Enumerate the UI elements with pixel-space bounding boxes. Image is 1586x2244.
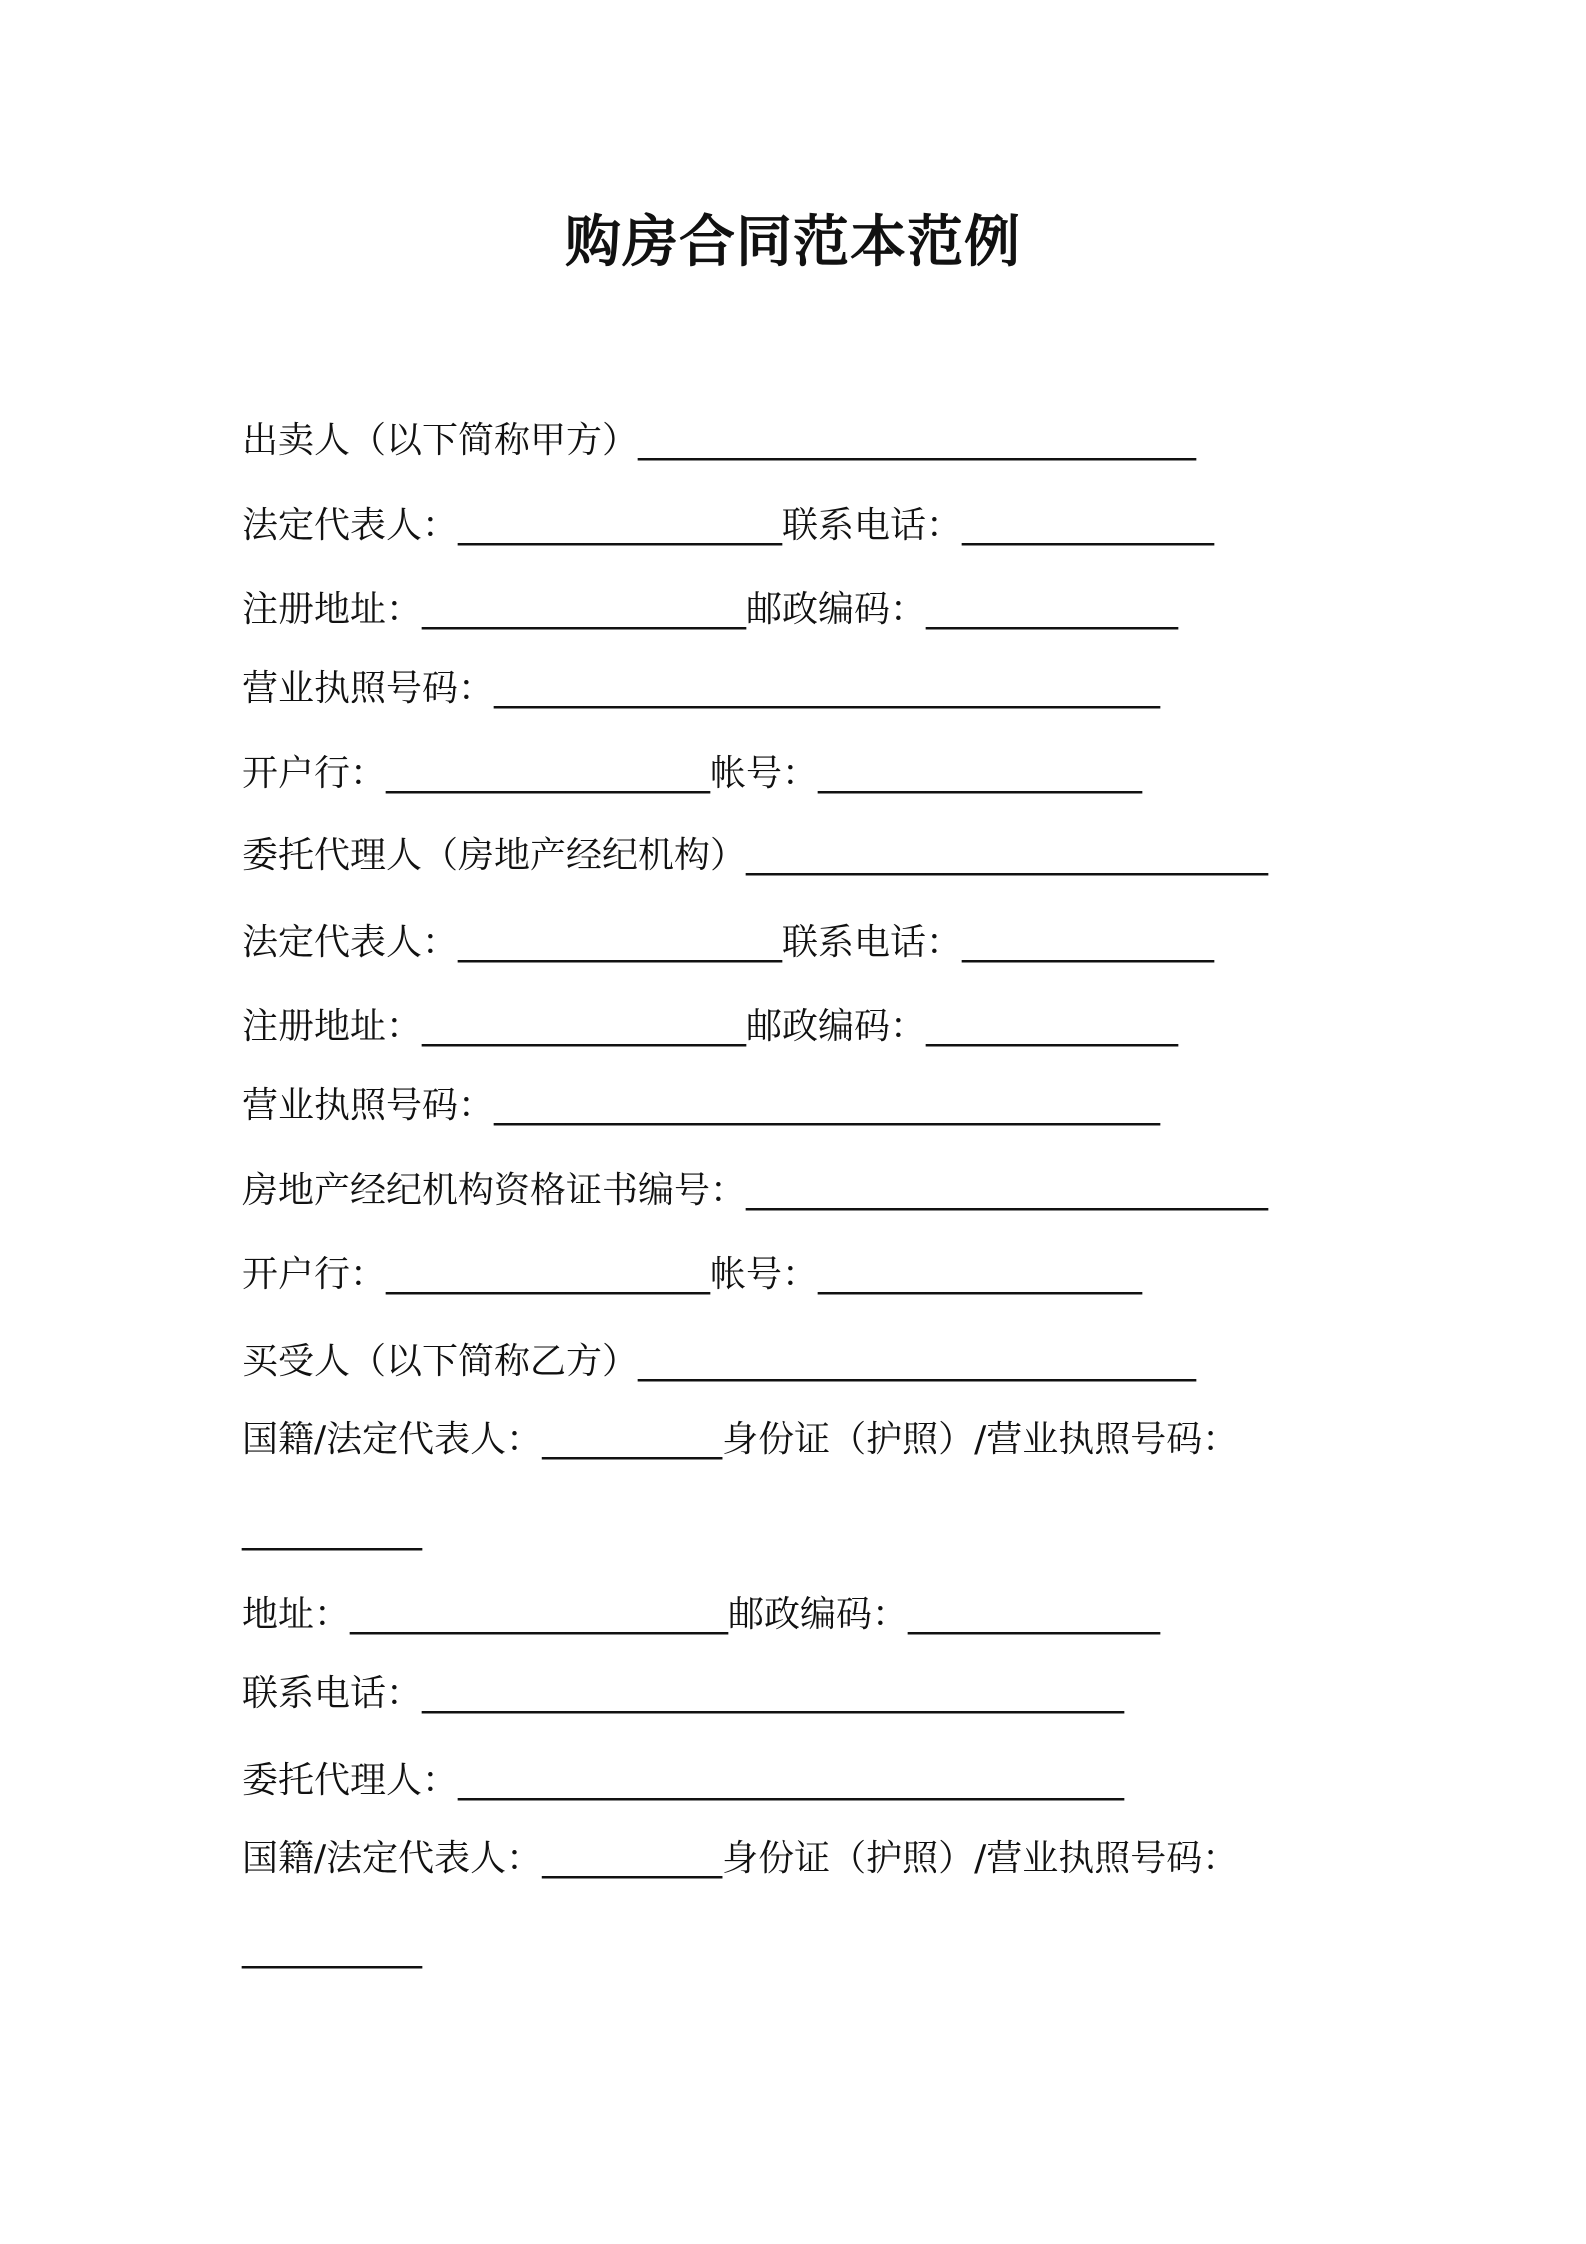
seller-bank-account-line: 开户行：__________________帐号：__________________: [242, 753, 1143, 794]
buyer-agent-id-blank-line: __________: [242, 1928, 422, 1969]
seller-legal-rep-phone-line: 法定代表人：__________________联系电话：______________: [242, 505, 1215, 546]
agent-legal-rep-phone-line: 法定代表人：__________________联系电话：______________: [242, 922, 1215, 963]
buyer-address-postcode-line: 地址：_____________________邮政编码：______________: [242, 1594, 1161, 1635]
buyer-agent-line: 委托代理人：_____________________________________: [242, 1760, 1125, 1801]
agent-bank-account-line: 开户行：__________________帐号：__________________: [242, 1254, 1143, 1295]
buyer-nationality-id-line: 国籍/法定代表人：__________身份证（护照）/营业执照号码：: [242, 1419, 1239, 1460]
agent-certificate-line: 房地产经纪机构资格证书编号：_____________________________: [242, 1170, 1269, 1211]
seller-license-line: 营业执照号码：_____________________________________: [242, 668, 1161, 709]
buyer-agent-nationality-id-line: 国籍/法定代表人：__________身份证（护照）/营业执照号码：: [242, 1838, 1239, 1879]
agent-address-postcode-line: 注册地址：__________________邮政编码：______________: [242, 1006, 1179, 1047]
agent-license-line: 营业执照号码：_____________________________________: [242, 1085, 1161, 1126]
seller-address-postcode-line: 注册地址：__________________邮政编码：______________: [242, 589, 1179, 630]
buyer-id-blank-line: __________: [242, 1510, 422, 1551]
document-title: 购房合同范本范例: [565, 210, 1021, 275]
buyer-phone-line: 联系电话：_______________________________________: [242, 1673, 1125, 1714]
agent-line: 委托代理人（房地产经纪机构）_____________________________: [242, 835, 1269, 876]
buyer-line: 买受人（以下简称乙方）_______________________________: [242, 1341, 1197, 1382]
seller-line: 出卖人（以下简称甲方）_______________________________: [242, 420, 1197, 461]
